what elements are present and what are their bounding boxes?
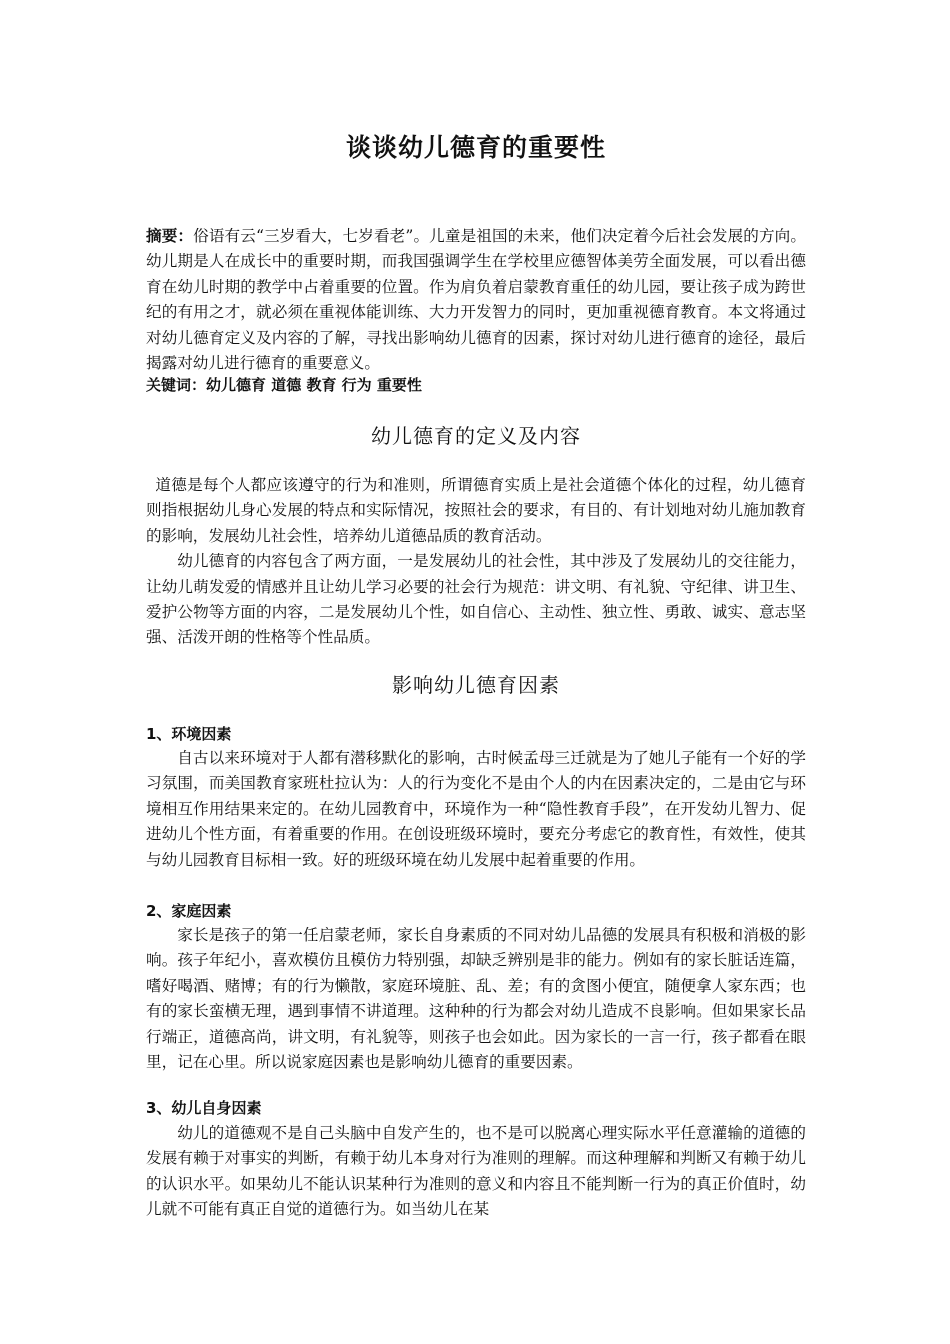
paragraph: 家长是孩子的第一任启蒙老师，家长自身素质的不同对幼儿品德的发展具有积极和消极的影响。孩子年纪小，喜欢模仿且模仿力特别强，却缺乏辨别是非的能力。例如有的家长脏话连篇，嗜好喝酒、赌博；有的行为懒散，家庭环境脏、乱、差；有的贪图小便宜，随便拿人家东西；也有的家长蛮横无理，遇到事情不讲道理。这种种的行为都会对幼儿造成不良影响。但如果家长品行端正，道德高尚，讲文明，有礼貌等，则孩子也会如此。因为家长的一言一行，孩子都看在眼里，记在心里。所以说家庭因素也是影响幼儿德育的重要因素。 <box>146 926 806 1072</box>
factor-heading-self: 3、幼儿自身因素 <box>146 1099 262 1117</box>
factor-heading-environment: 1、环境因素 <box>146 725 232 743</box>
section-heading-definition: 幼儿德育的定义及内容 <box>371 424 581 448</box>
keywords: 关键词：幼儿德育 道德 教育 行为 重要性 <box>146 376 422 394</box>
paragraph: 幼儿的道德观不是自己头脑中自发产生的，也不是可以脱离心理实际水平任意灌输的道德的发展有赖于对事实的判断，有赖于幼儿本身对行为准则的理解。而这种理解和判断又有赖于幼儿的认识水平。如果幼儿不能认识某种行为准则的意义和内容且不能判断一行为的真正价值时，幼儿就不可能有真正自觉的道德行为。如当幼儿在某 <box>146 1124 806 1219</box>
factor-text-self <box>146 1121 806 1223</box>
factor-heading-family: 2、家庭因素 <box>146 902 232 920</box>
abstract <box>146 224 806 376</box>
abstract-label: 摘要： <box>146 227 194 245</box>
section-definition-body <box>146 473 806 651</box>
paragraph: 幼儿德育的内容包含了两方面，一是发展幼儿的社会性，其中涉及了发展幼儿的交往能力，让幼儿萌发爱的情感并且让幼儿学习必要的社会行为规范：讲文明、有礼貌、守纪律、讲卫生、爱护公物等方面的内容，二是发展幼儿个性，如自信心、主动性、独立性、勇敢、诚实、意志坚强、活泼开朗的性格等个性品质。 <box>146 552 806 647</box>
document-title: 谈谈幼儿德育的重要性 <box>345 133 606 162</box>
abstract-text: 俗语有云“三岁看大，七岁看老”。儿童是祖国的未来，他们决定着今后社会发展的方向。幼儿期是人在成长中的重要时期，而我国强调学生在学校里应德智体美劳全面发展，可以看出德育在幼儿时期的教学中占着重要的位置。作为肩负着启蒙教育重任的幼儿园，要让孩子成为跨世纪的有用之才，就必须在重视体能训练、大力开发智力的同时，更加重视德育教育。本文将通过对幼儿德育定义及内容的了解，寻找出影响幼儿德育的因素，探讨对幼儿进行德育的途径，最后揭露对幼儿进行德育的重要意义。 <box>146 227 806 373</box>
factor-text-environment <box>146 746 806 873</box>
section-heading-factors: 影响幼儿德育因素 <box>392 673 560 697</box>
factor-text-family <box>146 923 806 1075</box>
paragraph: 道德是每个人都应该遵守的行为和准则，所谓德育实质上是社会道德个体化的过程，幼儿德育则指根据幼儿身心发展的特点和实际情况，按照社会的要求，有目的、有计划地对幼儿施加教育的影响，发展幼儿社会性，培养幼儿道德品质的教育活动。 <box>146 476 806 545</box>
paragraph: 自古以来环境对于人都有潜移默化的影响，古时候孟母三迁就是为了她儿子能有一个好的学习氛围，而美国教育家班杜拉认为：人的行为变化不是由个人的内在因素决定的，二是由它与环境相互作用结果来定的。在幼儿园教育中，环境作为一种“隐性教育手段”，在开发幼儿智力、促进幼儿个性方面，有着重要的作用。在创设班级环境时，要充分考虑它的教育性，有效性，使其与幼儿园教育目标相一致。好的班级环境在幼儿发展中起着重要的作用。 <box>146 749 806 869</box>
